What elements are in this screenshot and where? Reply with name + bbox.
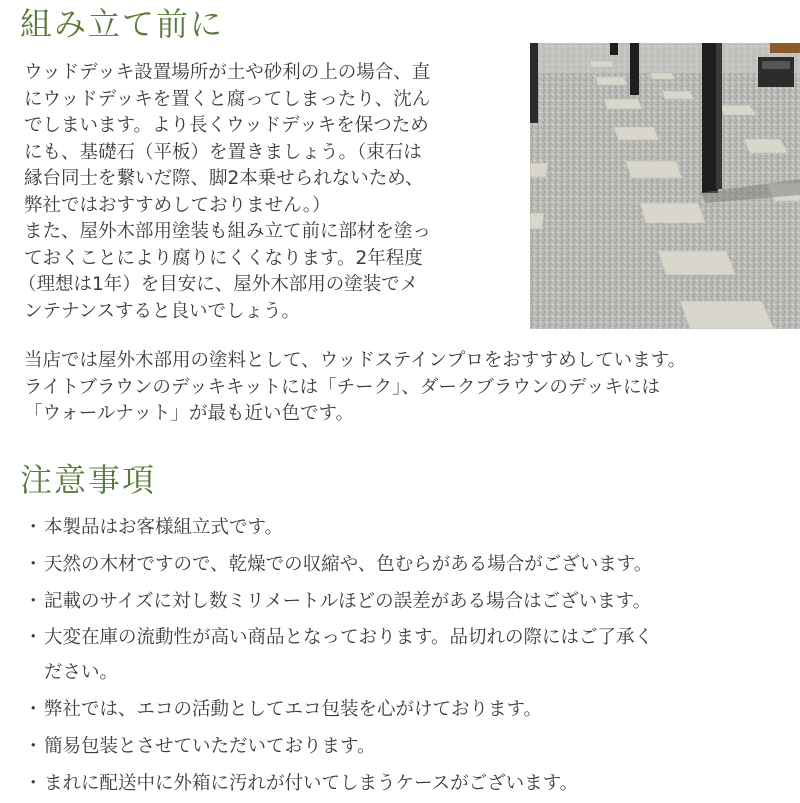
bullet-dot: ・ [24, 590, 43, 612]
intro-paragraph [18, 60, 514, 325]
intro-line: でしまいます。より長くウッドデッキを保つため [24, 115, 429, 136]
note-item [24, 584, 794, 619]
note-item [24, 692, 794, 727]
note-text: 大変在庫の流動性が高い商品となっております。品切れの際にはご了承く [44, 627, 654, 649]
store-line: 「ウォールナット」が最も近い色です。 [24, 403, 355, 424]
note-item [24, 620, 794, 690]
bullet-dot: ・ [24, 627, 43, 649]
note-text: 弊社では、エコの活動としてエコ包装を心がけております。 [44, 699, 543, 721]
note-text: 本製品はお客様組立式です。 [44, 517, 284, 538]
bullet-dot: ・ [24, 699, 43, 721]
note-text: 簡易包装とさせていただいております。 [44, 735, 376, 757]
bullet-dot: ・ [24, 553, 43, 575]
section-title-before-assembly: 組み立て前に [20, 5, 225, 43]
note-item [24, 729, 794, 764]
intro-line: にも、基礎石（平板）を置きましょう。（束石は [24, 141, 422, 163]
bullet-dot: ・ [24, 772, 43, 794]
intro-line: ンテナンスすると良いでしょう。 [24, 300, 301, 322]
note-text: まれに配送中に外箱に汚れが付いてしまうケースがございます。 [44, 772, 579, 794]
store-line: ライトブラウンのデッキキットには「チーク」、ダークブラウンのデッキには [24, 376, 661, 398]
intro-line: ウッドデッキ設置場所が土や砂利の上の場合、直 [24, 62, 431, 83]
note-item [24, 766, 794, 801]
intro-line: 弊社ではおすすめしておりません。） [24, 194, 331, 216]
intro-line: 縁台同士を繋いだ際、脚2本乗せられないため、 [24, 168, 424, 189]
gravel-stepping-stones-photo [530, 43, 800, 329]
note-text: 天然の木材ですので、乾燥での収縮や、色むらがある場合がございます。 [44, 553, 653, 575]
notes-list [24, 510, 794, 803]
store-line: 当店では屋外木部用の塗料として、ウッドステインプロをおすすめしています。 [24, 350, 687, 371]
bullet-dot: ・ [24, 735, 43, 757]
intro-line: ておくことにより腐りにくくなります。2年程度 [24, 247, 423, 269]
note-text-continued: ださい。 [44, 662, 119, 684]
note-text: 記載のサイズに対し数ミリメートルほどの誤差がある場合はございます。 [44, 590, 652, 612]
intro-line: （理想は1年）を目安に、屋外木部用の塗装でメ [18, 274, 419, 295]
intro-line: また、屋外木部用塗装も組み立て前に部材を塗っ [24, 221, 432, 242]
store-recommendation-paragraph [24, 348, 794, 428]
bullet-dot: ・ [24, 517, 43, 538]
section-title-notes: 注意事項 [20, 461, 157, 499]
note-item [24, 547, 794, 582]
intro-line: にウッドデッキを置くと腐ってしまったり、沈ん [24, 88, 431, 110]
note-item [24, 510, 794, 545]
